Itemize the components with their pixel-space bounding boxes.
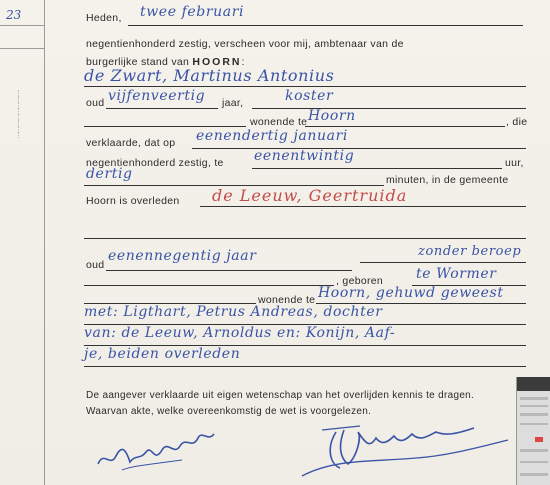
oud-label: oud <box>86 97 105 109</box>
registrar-line: burgerlijke stand van HOORN: <box>86 56 245 68</box>
margin-tick <box>0 25 44 26</box>
underline <box>360 262 526 263</box>
underline <box>84 366 526 367</box>
underline <box>84 126 246 127</box>
underline <box>84 86 526 87</box>
footer-line-1: De aangever verklaarde uit eigen wetenschap van het overlijden kennis te dragen. <box>86 390 475 401</box>
underline <box>106 108 218 109</box>
scanner-thumbnail <box>516 377 550 485</box>
official-signature <box>296 418 516 482</box>
wonende-label-2: wonende te <box>258 294 316 306</box>
declarant-age: vijfenveertig <box>108 88 206 104</box>
margin-tick <box>0 48 44 49</box>
deceased-residence: Hoorn, gehuwd geweest <box>318 285 504 301</box>
birthplace: te Wormer <box>416 266 497 282</box>
underline <box>252 168 502 169</box>
minuten-label: minuten, in de gemeente <box>386 174 509 186</box>
underline <box>305 126 505 127</box>
declarant-name: de Zwart, Martinus Antonius <box>84 66 335 85</box>
spouse-line-1: met: Ligthart, Petrus Andreas, dochter <box>84 304 383 320</box>
wonende-label: wonende te <box>250 116 308 128</box>
heden-label: Heden, <box>86 12 122 24</box>
die-label: , die <box>506 116 528 128</box>
deceased-name: de Leeuw, Geertruida <box>212 186 408 205</box>
spouse-line-2: van: de Leeuw, Arnoldus en: Konijn, Aaf- <box>84 325 396 341</box>
oud-label-2: oud <box>86 259 105 271</box>
spouse-line-3: je, beiden overleden <box>84 346 241 362</box>
death-hour: eenentwintig <box>254 148 355 164</box>
margin-dots <box>4 90 34 138</box>
underline <box>84 285 334 286</box>
act-date: twee februari <box>140 4 245 20</box>
register-number: 23 <box>6 8 22 22</box>
underline <box>128 25 523 26</box>
uur-label: uur, <box>505 157 524 169</box>
year-place-line: negentienhonderd zestig, te <box>86 157 224 169</box>
underline <box>252 108 526 109</box>
footer-line-2: Waarvan akte, welke overeenkomstig de wet is voorgelezen. <box>86 406 372 417</box>
year-line: negentienhonderd zestig, verscheen voor mij, ambtenaar van de <box>86 38 404 50</box>
deceased-occupation: zonder beroep <box>418 244 522 259</box>
death-date: eenendertig januari <box>196 128 348 144</box>
jaar-label: jaar, <box>222 97 244 109</box>
declarant-signature <box>92 420 232 480</box>
margin-rule <box>44 0 45 485</box>
place-name: HOORN <box>192 56 242 68</box>
verklaarde-label: verklaarde, dat op <box>86 137 176 149</box>
declarant-residence: Hoorn <box>308 108 356 124</box>
underline <box>84 238 526 239</box>
overleden-label: Hoorn is overleden <box>86 195 180 207</box>
underline <box>200 206 526 207</box>
deceased-age: eenennegentig jaar <box>108 248 257 264</box>
underline <box>106 270 352 271</box>
death-minutes: dertig <box>86 166 133 182</box>
geboren-label: , geboren <box>336 275 384 287</box>
declarant-occupation: koster <box>285 88 334 104</box>
underline <box>192 148 526 149</box>
